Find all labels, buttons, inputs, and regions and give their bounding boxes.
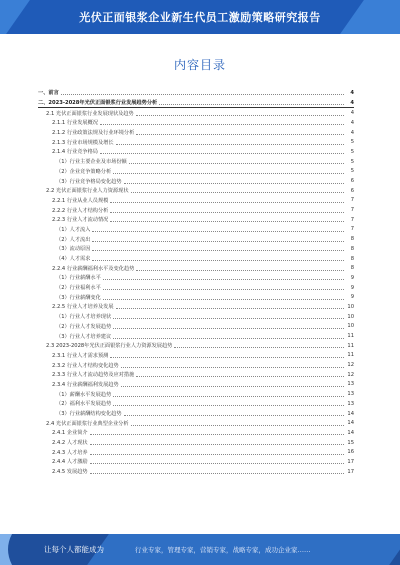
toc-leader-dots — [110, 212, 344, 213]
toc-entry-title: 2.3.1 行业人才需求预测 — [52, 352, 109, 359]
toc-leader-dots — [113, 318, 344, 319]
toc-entry[interactable] — [38, 380, 354, 390]
toc-entry-page: 9 — [350, 284, 354, 291]
toc-leader-dots — [174, 347, 344, 348]
toc-entry-page: 8 — [350, 255, 354, 262]
toc-entry-page: 4 — [350, 99, 354, 106]
toc-entry-title: （3）流动原因 — [56, 246, 91, 253]
toc-entry-title: （1）薪酬水平发展趋势 — [56, 391, 112, 398]
toc-leader-dots — [103, 279, 344, 280]
toc-entry-page: 5 — [350, 139, 354, 146]
toc-entry[interactable] — [38, 263, 354, 273]
toc-entry-title: （2）行业福利水平 — [56, 285, 101, 292]
toc-entry[interactable] — [38, 157, 354, 167]
toc-entry[interactable] — [38, 370, 354, 380]
toc-entry-page: 10 — [347, 323, 354, 330]
toc-entry-page: 5 — [350, 168, 354, 175]
toc-entry-title: （3）行业竞争格局变化趋势 — [56, 178, 122, 185]
toc-entry-page: 11 — [347, 342, 354, 349]
toc-entry-title: 2.2.2 行业人才结构分析 — [52, 207, 109, 214]
toc-entry[interactable] — [38, 98, 354, 109]
footer-wave-icon — [0, 534, 22, 565]
toc-entry[interactable] — [38, 196, 354, 206]
toc-entry[interactable] — [38, 418, 354, 428]
toc-entry-page: 17 — [347, 468, 354, 475]
toc-entry-title: 2.2.5 行业人才培养及发展 — [52, 304, 114, 311]
header-banner — [0, 0, 400, 34]
toc-entry-page: 7 — [350, 197, 354, 204]
toc-entry[interactable] — [38, 273, 354, 283]
toc-leader-dots — [113, 328, 344, 329]
toc-entry-title: （1）人才流入 — [56, 226, 91, 233]
toc-leader-dots — [90, 434, 344, 435]
toc-entry[interactable] — [38, 283, 354, 293]
toc-leader-dots — [121, 386, 344, 387]
toc-leader-dots — [136, 376, 344, 377]
toc-entry[interactable] — [38, 128, 354, 138]
toc-entry-page: 15 — [347, 439, 354, 446]
toc-entry-page: 4 — [350, 89, 354, 96]
toc-entry-title: 2.3.3 行业人才流动趋势及应对措施 — [52, 372, 135, 379]
toc-leader-dots — [103, 299, 344, 300]
toc-leader-dots — [136, 134, 344, 135]
toc-entry-title: （1）行业薪酬水平 — [56, 275, 101, 282]
toc-entry-title: 2.4.4 人才激励 — [52, 459, 88, 466]
toc-entry-title: （3）行业人才培养建议 — [56, 333, 112, 340]
toc-entry[interactable] — [38, 205, 354, 215]
toc-entry-title: 2.3.4 行业薪酬福利发展趋势 — [52, 381, 119, 388]
toc-entry-page: 6 — [350, 178, 354, 185]
toc-entry[interactable] — [38, 322, 354, 332]
toc-leader-dots — [103, 289, 344, 290]
toc-entry-page: 5 — [350, 158, 354, 165]
toc-leader-dots — [92, 260, 344, 261]
toc-entry-page: 13 — [347, 381, 354, 388]
toc-entry[interactable] — [38, 234, 354, 244]
toc-leader-dots — [100, 124, 344, 125]
toc-leader-dots — [131, 192, 344, 193]
toc-entry-page: 4 — [350, 129, 354, 136]
toc-leader-dots — [110, 221, 344, 222]
toc-leader-dots — [110, 202, 344, 203]
toc-entry-page: 6 — [350, 187, 354, 194]
footer-slogan: 让每个人都能成为 — [44, 545, 104, 554]
toc-entry-title: （2）行业人才发展趋势 — [56, 323, 112, 330]
toc-entry-page: 4 — [350, 119, 354, 126]
toc-entry-title: （2）福利水平发展趋势 — [56, 401, 112, 408]
report-title: 光伏正面银浆企业新生代员工激励策略研究报告 — [79, 11, 321, 24]
toc-entry-page: 7 — [350, 226, 354, 233]
toc-entry[interactable] — [38, 88, 354, 98]
toc-entry-title: （1）行业人才培养现状 — [56, 314, 112, 321]
toc-entry-title: 2.1.4 行业竞争格局 — [52, 149, 98, 156]
toc-entry-title: （4）人才需求 — [56, 256, 91, 263]
toc-entry-page: 16 — [347, 449, 354, 456]
toc-leader-dots — [124, 415, 344, 416]
toc-entry-page: 13 — [347, 391, 354, 398]
toc-entry[interactable] — [38, 428, 354, 438]
toc-entry-title: 2.1.1 行业发展概况 — [52, 120, 98, 127]
toc-leader-dots — [113, 173, 344, 174]
toc-entry[interactable] — [38, 351, 354, 361]
toc-entry-title: （3）行业薪酬变化 — [56, 294, 101, 301]
toc-entry[interactable] — [38, 215, 354, 225]
toc-entry-title: 2.4.1 企业简介 — [52, 430, 88, 437]
toc-entry[interactable] — [38, 254, 354, 264]
table-of-contents — [38, 88, 354, 477]
toc-entry-title: （3）行业薪酬结构变化趋势 — [56, 411, 122, 418]
toc-entry[interactable] — [38, 312, 354, 322]
toc-heading: 内容目录 — [173, 58, 226, 72]
toc-leader-dots — [129, 163, 344, 164]
toc-entry-title: 二、2023-2028年光伏正面银浆行业发展趋势分析 — [38, 100, 158, 107]
toc-entry-page: 13 — [347, 400, 354, 407]
toc-leader-dots — [61, 94, 344, 95]
toc-entry-page: 8 — [350, 236, 354, 243]
toc-entry[interactable] — [38, 292, 354, 302]
toc-entry-page: 4 — [350, 110, 354, 117]
toc-leader-dots — [113, 396, 344, 397]
toc-entry[interactable] — [38, 438, 354, 448]
toc-entry[interactable] — [38, 137, 354, 147]
toc-leader-dots — [131, 425, 344, 426]
toc-leader-dots — [92, 231, 344, 232]
toc-entry[interactable] — [38, 147, 354, 157]
toc-entry[interactable] — [38, 341, 354, 351]
toc-entry[interactable] — [38, 467, 354, 477]
toc-entry[interactable] — [38, 447, 354, 457]
toc-entry-page: 17 — [347, 458, 354, 465]
toc-entry[interactable] — [38, 108, 354, 118]
toc-leader-dots — [90, 463, 344, 464]
toc-entry[interactable] — [38, 457, 354, 467]
toc-entry-page: 9 — [350, 274, 354, 281]
toc-entry[interactable] — [38, 167, 354, 177]
toc-entry-page: 5 — [350, 148, 354, 155]
toc-entry-page: 10 — [347, 303, 354, 310]
toc-leader-dots — [159, 104, 344, 105]
toc-leader-dots — [136, 270, 344, 271]
toc-entry-title: 2.1.2 行业政策法规及行业环境分析 — [52, 130, 135, 137]
toc-leader-dots — [90, 454, 344, 455]
toc-leader-dots — [90, 473, 344, 474]
toc-entry[interactable] — [38, 360, 354, 370]
toc-entry[interactable] — [38, 225, 354, 235]
toc-entry-title: 2.3.2 行业人才结构变化趋势 — [52, 362, 119, 369]
toc-entry-title: （2）人才流出 — [56, 236, 91, 243]
footer-banner — [0, 534, 400, 565]
toc-entry-page: 14 — [347, 429, 354, 436]
toc-leader-dots — [100, 153, 344, 154]
toc-entry[interactable] — [38, 331, 354, 341]
toc-entry-page: 8 — [350, 245, 354, 252]
toc-entry-title: （1）行业主要企业及市场份额 — [56, 159, 127, 166]
toc-leader-dots — [110, 357, 344, 358]
toc-entry-title: 2.1.3 行业市场规模及增长 — [52, 139, 114, 146]
toc-entry-page: 7 — [350, 207, 354, 214]
toc-entry-page: 11 — [347, 352, 354, 359]
toc-entry-title: 2.1 光伏正面银浆行业发展现状及趋势 — [46, 110, 134, 117]
toc-leader-dots — [124, 183, 344, 184]
toc-entry[interactable] — [38, 244, 354, 254]
toc-entry-title: 2.4.3 人才培养 — [52, 449, 88, 456]
toc-leader-dots — [116, 144, 344, 145]
toc-entry-title: 2.2 光伏正面银浆行业人力资源现状 — [46, 188, 129, 195]
toc-entry-title: 2.4.2 人才现状 — [52, 440, 88, 447]
toc-leader-dots — [116, 308, 344, 309]
toc-entry-page: 11 — [347, 333, 354, 340]
toc-leader-dots — [90, 444, 344, 445]
toc-entry-page: 8 — [350, 265, 354, 272]
toc-entry-title: 2.2.3 行业人才流动情况 — [52, 217, 109, 224]
toc-entry[interactable] — [38, 176, 354, 186]
toc-entry-title: 2.4 光伏正面银浆行业典型企业分析 — [46, 420, 129, 427]
toc-entry-page: 14 — [347, 420, 354, 427]
toc-entry-page: 10 — [347, 313, 354, 320]
toc-entry-page: 7 — [350, 216, 354, 223]
toc-entry-title: 一、前言 — [38, 90, 59, 97]
toc-entry-page: 12 — [347, 362, 354, 369]
toc-entry-title: 2.2.1 行业从业人员规模 — [52, 197, 109, 204]
toc-entry-page: 14 — [347, 410, 354, 417]
toc-leader-dots — [121, 367, 344, 368]
toc-entry[interactable] — [38, 186, 354, 196]
footer-tagline: 行业专家，管理专家，营销专家，战略专家，成功企业家…… — [135, 546, 311, 554]
toc-entry-page: 12 — [347, 371, 354, 378]
toc-leader-dots — [113, 405, 344, 406]
toc-leader-dots — [113, 338, 344, 339]
toc-leader-dots — [136, 115, 344, 116]
toc-entry-title: 2.4.5 发展趋势 — [52, 469, 88, 476]
toc-entry[interactable] — [38, 399, 354, 409]
toc-entry-title: 2.3 2023-2028年光伏正面银浆行业人力资源发展趋势 — [46, 343, 173, 350]
toc-entry[interactable] — [38, 302, 354, 312]
toc-entry[interactable] — [38, 389, 354, 399]
toc-entry-title: （2）企业竞争策略分析 — [56, 168, 112, 175]
toc-entry[interactable] — [38, 409, 354, 419]
toc-leader-dots — [92, 241, 344, 242]
toc-entry[interactable] — [38, 118, 354, 128]
toc-entry-title: 2.2.4 行业薪酬福利水平及变化趋势 — [52, 265, 135, 272]
toc-entry-page: 9 — [350, 294, 354, 301]
toc-leader-dots — [92, 250, 344, 251]
